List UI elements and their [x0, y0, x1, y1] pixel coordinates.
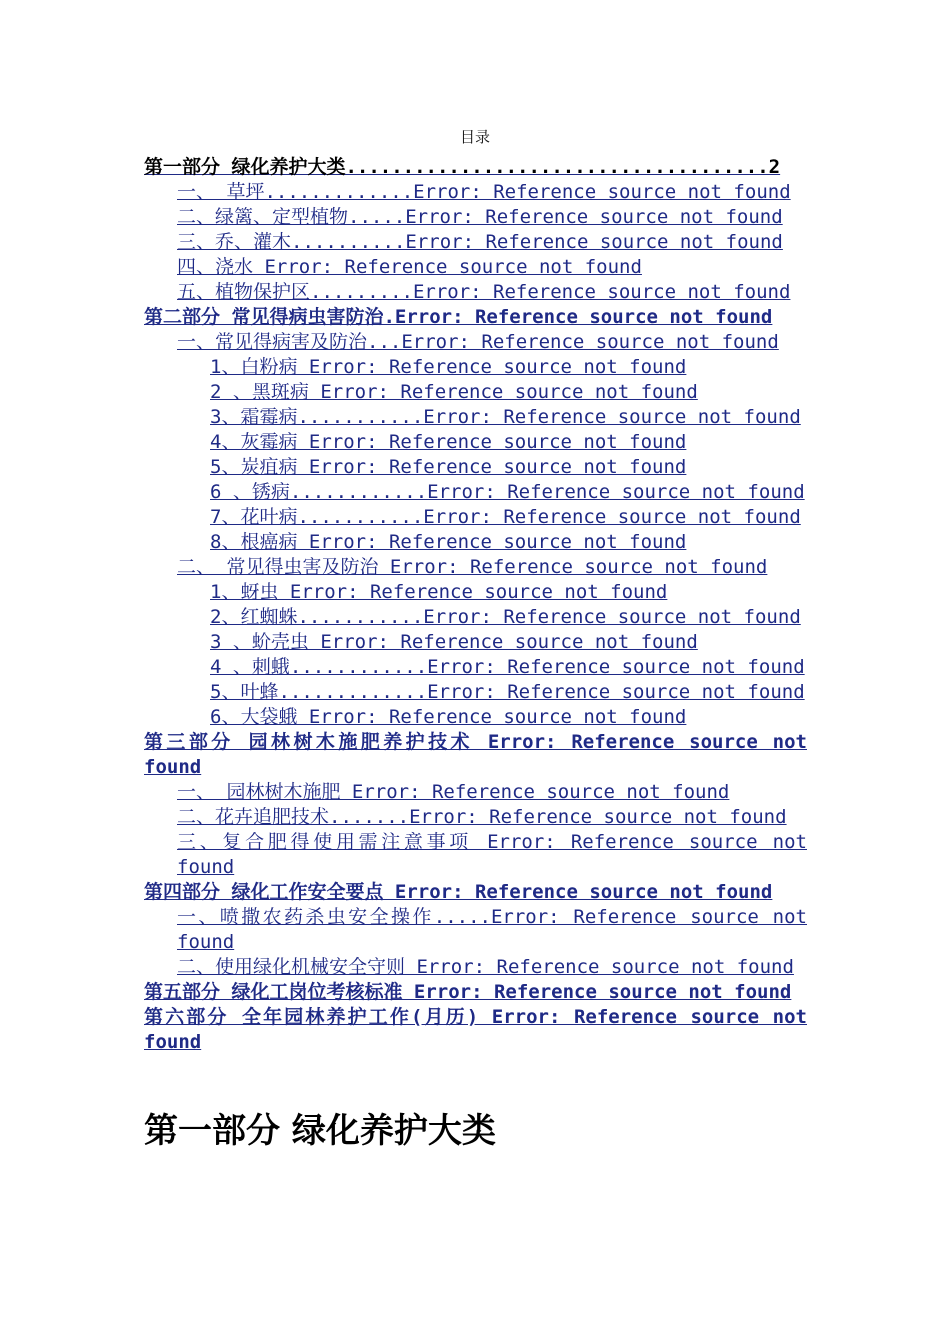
toc-entry[interactable]: 一、喷撒农药杀虫安全操作.....Error: Reference source not found: [177, 906, 807, 953]
toc-entry[interactable]: 1、白粉病 Error: Reference source not found: [210, 356, 687, 378]
toc-title: 目录: [459, 128, 490, 146]
toc-entry[interactable]: 第一部分 绿化养护大类.....................................2: [144, 156, 781, 178]
section-heading: 第一部分 绿化养护大类: [144, 1111, 496, 1151]
toc-entry[interactable]: 第四部分 绿化工作安全要点 Error: Reference source not found: [144, 881, 773, 903]
toc-entry[interactable]: 8、根癌病 Error: Reference source not found: [210, 531, 687, 553]
toc-entry[interactable]: 五、植物保护区.........Error: Reference source not found: [177, 281, 791, 303]
toc-entry[interactable]: 7、花叶病...........Error: Reference source not found: [210, 506, 801, 528]
toc-entry[interactable]: 第三部分 园林树木施肥养护技术 Error: Reference source not found: [144, 731, 807, 778]
toc-entry[interactable]: 一、 园林树木施肥 Error: Reference source not found: [177, 781, 730, 803]
toc-entry[interactable]: 一、 草坪.............Error: Reference source not found: [177, 181, 791, 203]
toc-entry[interactable]: 四、浇水 Error: Reference source not found: [177, 256, 642, 278]
toc-entry[interactable]: 三、乔、灌木..........Error: Reference source not found: [177, 231, 783, 253]
toc-entry[interactable]: 6 、锈病............Error: Reference source not found: [210, 481, 805, 503]
toc-entry[interactable]: 1、蚜虫 Error: Reference source not found: [210, 581, 668, 603]
toc-entry[interactable]: 二、 常见得虫害及防治 Error: Reference source not found: [177, 556, 768, 578]
toc-entry[interactable]: 2、红蜘蛛...........Error: Reference source not found: [210, 606, 801, 628]
toc-entry[interactable]: 6、大袋蛾 Error: Reference source not found: [210, 706, 687, 728]
toc-entry[interactable]: 2 、黑斑病 Error: Reference source not found: [210, 381, 698, 403]
toc-entry[interactable]: 三、复合肥得使用需注意事项 Error: Reference source not found: [177, 831, 807, 878]
toc-entry[interactable]: 二、绿篱、定型植物.....Error: Reference source not found: [177, 206, 783, 228]
toc-entry[interactable]: 二、使用绿化机械安全守则 Error: Reference source not found: [177, 956, 794, 978]
toc-entry[interactable]: 第二部分 常见得病虫害防治.Error: Reference source not found: [144, 306, 773, 328]
toc-entry[interactable]: 4 、刺蛾............Error: Reference source not found: [210, 656, 805, 678]
toc-entry[interactable]: 5、炭疽病 Error: Reference source not found: [210, 456, 687, 478]
toc-entry[interactable]: 3 、蚧壳虫 Error: Reference source not found: [210, 631, 698, 653]
toc-entry[interactable]: 第六部分 全年园林养护工作(月历) Error: Reference source not found: [144, 1006, 807, 1053]
toc-entry[interactable]: 4、灰霉病 Error: Reference source not found: [210, 431, 687, 453]
toc-entry[interactable]: 3、霜霉病...........Error: Reference source not found: [210, 406, 801, 428]
toc-entry[interactable]: 5、叶蜂.............Error: Reference source not found: [210, 681, 805, 703]
toc-entry[interactable]: 二、花卉追肥技术.......Error: Reference source not found: [177, 806, 787, 828]
toc-entry[interactable]: 第五部分 绿化工岗位考核标准 Error: Reference source not found: [144, 981, 792, 1003]
toc-entry[interactable]: 一、常见得病害及防治...Error: Reference source not found: [177, 331, 779, 353]
table-of-contents: [144, 155, 807, 1055]
